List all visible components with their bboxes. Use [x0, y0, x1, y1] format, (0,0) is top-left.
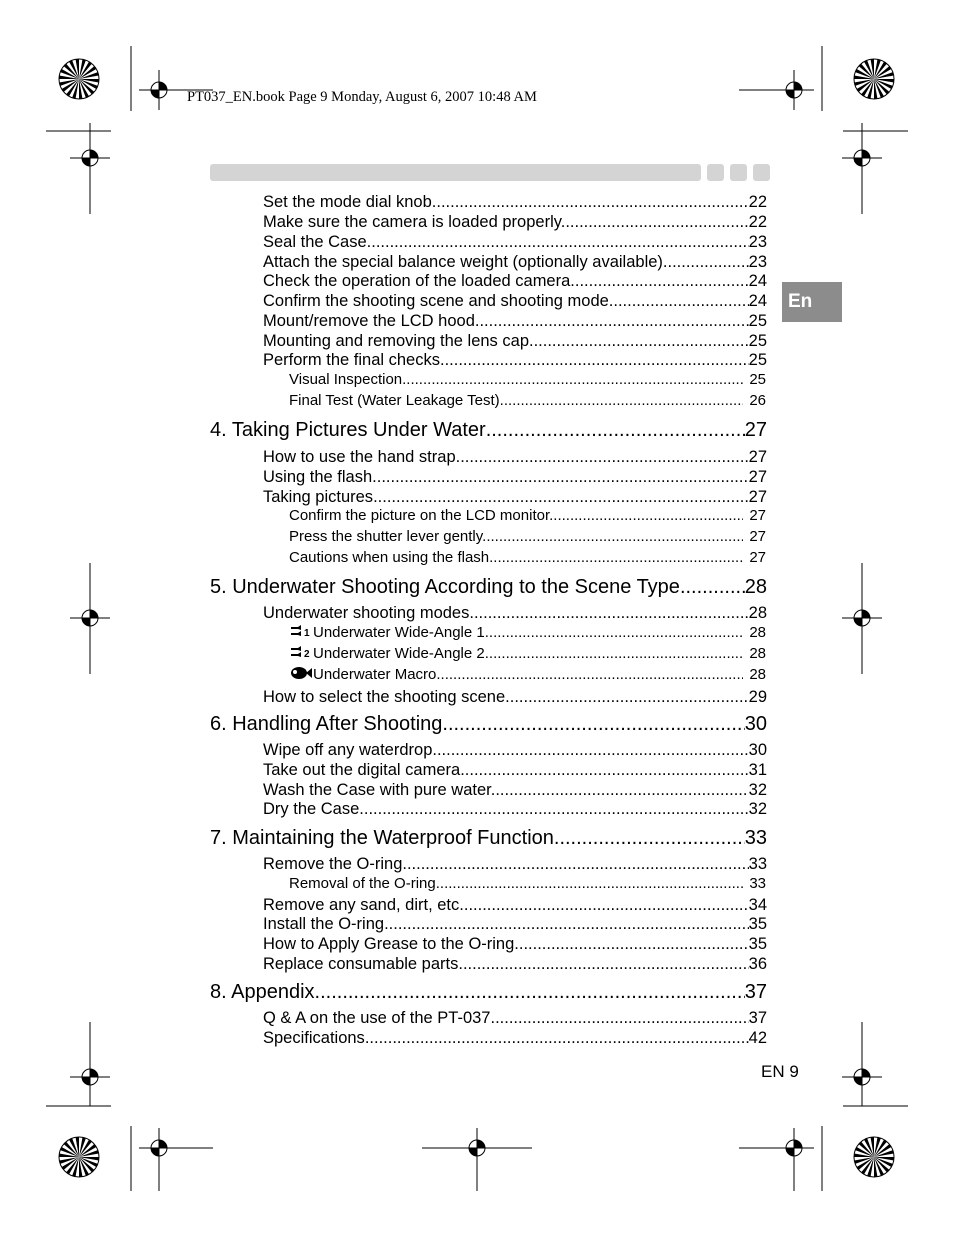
language-tab: En [782, 282, 842, 322]
toc-entry-title [263, 604, 469, 623]
toc-page-number: 27 [749, 528, 766, 545]
toc-entry [263, 193, 767, 212]
dot-leader [565, 213, 748, 232]
toc-entry-title [289, 666, 436, 683]
toc-page-number: 27 [748, 468, 767, 486]
print-header: PT037_EN.book Page 9 Monday, August 6, 2007 10:48 AM [187, 89, 537, 105]
toc-page-number: 24 [748, 292, 767, 310]
toc-page-number: 27 [744, 419, 767, 441]
toc-entry [263, 1009, 767, 1028]
toc-page-number: 28 [744, 576, 767, 598]
toc-entry-title [263, 292, 613, 311]
toc-entry-text: Confirm the shooting scene and shooting mode. [263, 292, 614, 310]
dot-leader [456, 448, 749, 467]
toc-page-number: 27 [749, 549, 766, 566]
toc-entry-title [263, 253, 668, 272]
toc-page-number: 22 [748, 193, 767, 211]
toc-entry [263, 292, 767, 311]
dot-leader [464, 896, 749, 915]
toc-entry-title [263, 448, 456, 467]
toc-entry-text: Install the O-ring [263, 915, 385, 933]
toc-entry-title [210, 576, 680, 599]
toc-entry-text: 6. Handling After Shooting [210, 713, 443, 735]
toc-entry-text: Replace consumable parts. [263, 955, 463, 973]
toc-entry-title [263, 915, 384, 934]
toc-subentry [289, 528, 766, 545]
toc-entry-text: Attach the special balance weight (optionally available). [263, 253, 668, 271]
dot-leader [460, 761, 748, 780]
toc-entry-text: Underwater Macro [313, 666, 437, 683]
toc-entry-text: Visual Inspection [289, 371, 403, 388]
toc-entry-text: How to select the shooting scene [263, 688, 506, 706]
toc-page-number: 37 [748, 1009, 767, 1027]
dot-leader [486, 419, 745, 442]
toc-entry-text: How to use the hand strap [263, 448, 456, 466]
toc-entry-text: Mount/remove the LCD hood [263, 312, 475, 330]
toc-entry-title [210, 827, 554, 850]
toc-page-number: 25 [748, 351, 767, 369]
toc-entry-title [263, 800, 364, 819]
toc-entry [263, 488, 767, 507]
toc-page-number: 32 [748, 781, 767, 799]
toc-entry-text: Remove any sand, dirt, etc. [263, 896, 464, 914]
toc-entry-title [263, 855, 402, 874]
toc-entry-title [263, 955, 463, 974]
dot-leader [315, 981, 745, 1004]
toc-page-number: 37 [744, 981, 767, 1003]
toc-entry-title [289, 371, 402, 388]
toc-chapter [210, 713, 767, 736]
dot-leader [485, 624, 744, 641]
svg-text:1: 1 [304, 628, 310, 638]
toc-page-number: 22 [748, 213, 767, 231]
toc-chapter [210, 827, 767, 850]
header-bar [210, 164, 701, 181]
toc-entry-text: Underwater Wide-Angle 2 [313, 645, 485, 662]
toc-page-number: 28 [749, 624, 766, 641]
page-number: EN 9 [761, 1062, 799, 1081]
toc-page-number: 33 [744, 827, 767, 849]
dot-leader [436, 193, 748, 212]
toc-entry [263, 741, 767, 760]
toc-page-number: 29 [748, 688, 767, 706]
toc-entry-text: 4. Taking Pictures Under Water [210, 419, 486, 441]
dot-leader [463, 955, 749, 974]
toc-entry-text: Remove the O-ring [263, 855, 403, 873]
toc-entry-title [263, 332, 534, 351]
toc-entry-text: Specifications [263, 1029, 365, 1047]
toc-entry-title [263, 761, 460, 780]
toc-entry-title [263, 468, 372, 487]
toc-entry [263, 935, 767, 954]
toc-entry-title [263, 896, 464, 915]
toc-entry-title [263, 1009, 491, 1028]
toc-entry-text: Seal the Case. [263, 233, 372, 251]
toc-page-number: 34 [748, 896, 767, 914]
toc-entry [263, 761, 767, 780]
toc-page-number: 28 [749, 666, 766, 683]
dot-leader [554, 827, 745, 850]
underwater-wide-2-icon [289, 645, 313, 659]
starburst-mark [854, 59, 894, 99]
toc-entry-text: Mounting and removing the lens cap. [263, 332, 534, 350]
toc-page-number: 42 [748, 1029, 767, 1047]
dot-leader [445, 351, 749, 370]
toc-entry-text: 7. Maintaining the Waterproof Function [210, 827, 554, 849]
toc-entry-text: Perform the final checks. [263, 351, 445, 369]
dot-leader [495, 781, 748, 800]
toc-chapter [210, 981, 767, 1004]
toc-entry [263, 855, 767, 874]
toc-entry-title [289, 549, 489, 566]
toc-entry-text: 8. Appendix [210, 981, 315, 1003]
toc-entry [263, 781, 767, 800]
toc-entry [263, 896, 767, 915]
toc-chapter [210, 419, 767, 442]
dot-leader [534, 332, 749, 351]
toc-subentry [289, 666, 766, 683]
toc-subentry [289, 875, 766, 892]
dot-leader [384, 915, 749, 934]
toc-subentry [289, 549, 766, 566]
toc-entry [263, 1029, 767, 1048]
dot-leader [613, 292, 748, 311]
toc-page-number: 24 [748, 272, 767, 290]
toc-page-number: 33 [749, 875, 766, 892]
toc-entry-title [263, 741, 437, 760]
toc-page-number: 23 [748, 253, 767, 271]
toc-entry [263, 604, 767, 623]
header-square [707, 164, 724, 181]
toc-entry-text: Check the operation of the loaded camera. [263, 272, 575, 290]
header-square [753, 164, 770, 181]
toc-page-number: 27 [748, 448, 767, 466]
toc-entry-title [263, 688, 505, 707]
toc-entry [263, 233, 767, 252]
dot-leader [575, 272, 749, 291]
toc-page-number: 28 [748, 604, 767, 622]
toc-entry-text: 5. Underwater Shooting According to the Scene Type [210, 576, 680, 598]
toc-page-number: 25 [748, 312, 767, 330]
toc-entry [263, 468, 767, 487]
toc-entry-title [210, 981, 315, 1004]
toc-page-number: 23 [748, 233, 767, 251]
toc-entry-text: Wipe off any waterdrop. [263, 741, 437, 759]
toc-entry-title [263, 193, 436, 212]
toc-page-number: 26 [749, 392, 766, 409]
toc-entry-text: Using the flash [263, 468, 373, 486]
dot-leader [680, 576, 745, 599]
toc-subentry [289, 645, 766, 662]
toc-entry-text: Make sure the camera is loaded properly. [263, 213, 566, 231]
toc-page-number: 25 [749, 371, 766, 388]
dot-leader [437, 741, 749, 760]
toc-entry-text: How to Apply Grease to the O-ring [263, 935, 515, 953]
toc-subentry [289, 507, 766, 524]
toc-entry-title [263, 1029, 365, 1048]
toc-entry-text: Dry the Case. [263, 800, 364, 818]
toc-entry [263, 332, 767, 351]
dot-leader [364, 800, 749, 819]
toc-entry-text: Underwater shooting modes [263, 604, 470, 622]
toc-page-number: 35 [748, 915, 767, 933]
toc-entry-title [263, 312, 475, 331]
toc-entry-title [289, 507, 553, 524]
svg-text:2: 2 [304, 649, 310, 659]
toc-entry-text: Removal of the O-ring [289, 875, 436, 892]
toc-subentry [289, 371, 766, 388]
toc-entry [263, 448, 767, 467]
dot-leader [371, 233, 748, 252]
toc-entry-title [210, 713, 442, 736]
toc-entry [263, 915, 767, 934]
toc-entry-text: Confirm the picture on the LCD monitor. [289, 507, 554, 524]
toc-entry [263, 351, 767, 370]
toc-entry-text: Set the mode dial knob. [263, 193, 437, 211]
toc-entry-title [263, 488, 373, 507]
toc-page-number: 25 [748, 332, 767, 350]
dot-leader [486, 528, 743, 545]
toc-entry-title [263, 351, 445, 370]
toc-page-number: 28 [749, 645, 766, 662]
dot-leader [491, 1009, 749, 1028]
dot-leader [500, 392, 744, 409]
toc-entry-title [289, 528, 486, 545]
dot-leader [436, 875, 744, 892]
toc-chapter [210, 576, 767, 599]
dot-leader [402, 855, 748, 874]
toc-entry-title [289, 624, 485, 641]
dot-leader [668, 253, 749, 272]
toc-page-number: 33 [748, 855, 767, 873]
toc-subentry [289, 624, 766, 641]
starburst-mark [59, 59, 99, 99]
toc-entry-title [263, 213, 565, 232]
toc-entry-title [263, 272, 575, 291]
dot-leader [365, 1029, 749, 1048]
dot-leader [442, 713, 744, 736]
toc-entry [263, 253, 767, 272]
dot-leader [475, 312, 749, 331]
toc-page-number: 30 [744, 713, 767, 735]
dot-leader [373, 488, 749, 507]
starburst-mark [59, 1137, 99, 1177]
toc-entry-text: Cautions when using the flash [289, 549, 490, 566]
toc-entry-text: Wash the Case with pure water. [263, 781, 496, 799]
toc-page-number: 36 [748, 955, 767, 973]
underwater-wide-1-icon [289, 624, 313, 638]
toc-page-number: 32 [748, 800, 767, 818]
toc-entry-text: Taking pictures [263, 488, 374, 506]
starburst-mark [854, 1137, 894, 1177]
toc-entry-title [263, 935, 514, 954]
toc-entry-text: Final Test (Water Leakage Test) [289, 392, 500, 409]
underwater-macro-icon [289, 666, 313, 680]
dot-leader [372, 468, 748, 487]
toc-entry [263, 688, 767, 707]
toc-entry-text: Q & A on the use of the PT-037 [263, 1009, 491, 1027]
toc-page-number: 27 [748, 488, 767, 506]
toc-page-number: 35 [748, 935, 767, 953]
toc-entry [263, 213, 767, 232]
toc-entry [263, 272, 767, 291]
toc-page-number: 27 [749, 507, 766, 524]
toc-entry [263, 800, 767, 819]
dot-leader [514, 935, 748, 954]
toc-entry-title [289, 645, 485, 662]
toc-entry-title [289, 392, 500, 409]
dot-leader [469, 604, 748, 623]
toc-entry-title [289, 875, 436, 892]
dot-leader [485, 645, 744, 662]
header-square [730, 164, 747, 181]
dot-leader [553, 507, 743, 524]
toc-entry-title [263, 233, 371, 252]
toc-page-number: 31 [748, 761, 767, 779]
dot-leader [402, 371, 743, 388]
toc-subentry [289, 392, 766, 409]
dot-leader [505, 688, 748, 707]
toc-entry-text: Underwater Wide-Angle 1 [313, 624, 485, 641]
toc-page-number: 30 [748, 741, 767, 759]
dot-leader [436, 666, 743, 683]
toc-entry-title [210, 419, 486, 442]
toc-entry [263, 955, 767, 974]
toc-entry-text: Press the shutter lever gently. [289, 528, 487, 545]
dot-leader [489, 549, 743, 566]
toc-entry-text: Take out the digital camera [263, 761, 461, 779]
toc-entry [263, 312, 767, 331]
toc-entry-title [263, 781, 495, 800]
